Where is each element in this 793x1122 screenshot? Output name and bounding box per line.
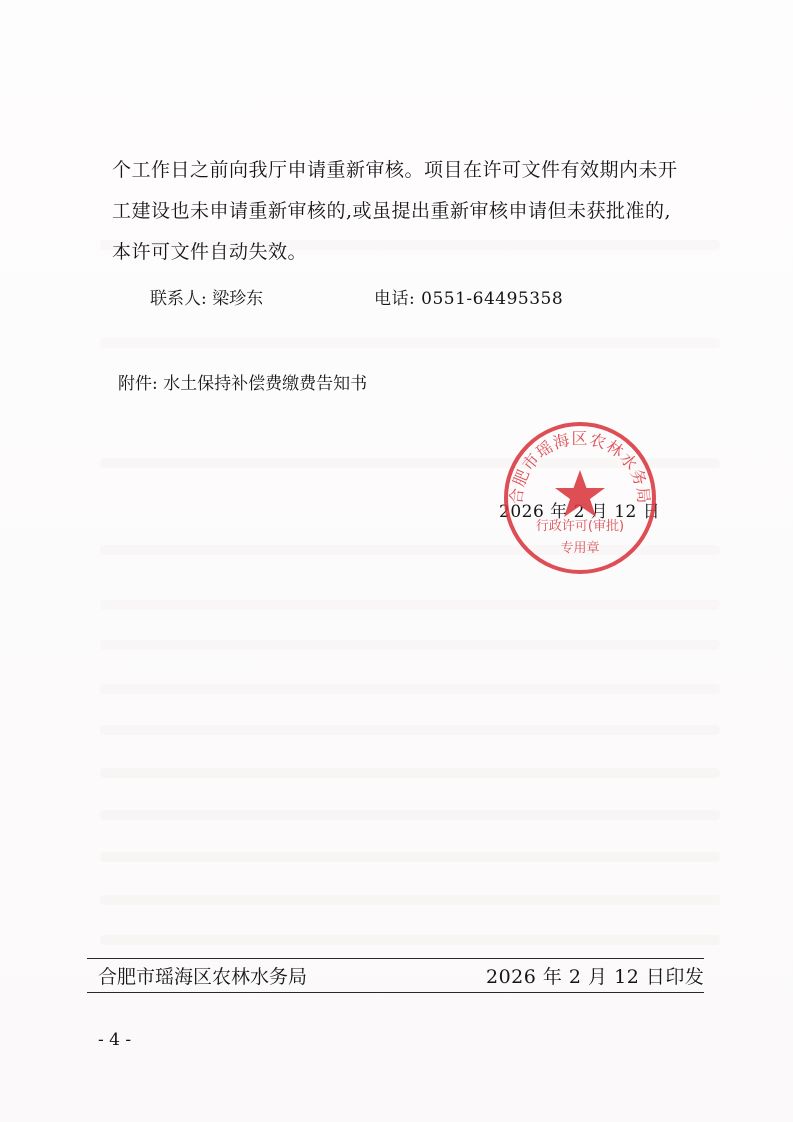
bleed-through-line (100, 640, 720, 650)
bleed-through-line (100, 768, 720, 778)
bleed-through-line (100, 935, 720, 945)
bleed-through-line (100, 725, 720, 735)
seal-line-2: 专用章 (560, 541, 600, 556)
footer-top-rule (87, 958, 704, 959)
contact-person: 联系人: 梁珍东 (150, 289, 264, 309)
signature-date: 2026 年 2 月 12 日 (499, 502, 661, 522)
footer-bottom-rule (87, 992, 704, 993)
bleed-through-line (100, 852, 720, 862)
bleed-through-line (100, 338, 720, 348)
contact-phone: 电话: 0551-64495358 (374, 289, 564, 309)
seal-line-1: 行政许可(审批) (535, 519, 625, 534)
issuing-agency: 合肥市瑶海区农林水务局 (98, 966, 308, 988)
bleed-through-line (100, 895, 720, 905)
seal-star-icon (555, 470, 605, 517)
body-line: 个工作日之前向我厅申请重新审核。项目在许可文件有效期内未开 (112, 159, 678, 181)
page-number: - 4 - (98, 1030, 132, 1050)
bleed-through-line (100, 600, 720, 610)
seal-org-name: 合肥市瑶海区农林水务局 (506, 429, 654, 506)
body-paragraph (112, 150, 712, 273)
bleed-through-line (100, 684, 720, 694)
attachment-note: 附件: 水土保持补偿费缴费告知书 (118, 374, 368, 394)
official-seal-stamp (500, 418, 660, 578)
print-date: 2026 年 2 月 12 日印发 (486, 966, 705, 988)
body-line: 本许可文件自动失效。 (112, 241, 308, 263)
bleed-through-line (100, 810, 720, 820)
body-line: 工建设也未申请重新审核的,或虽提出重新审核申请但未获批准的, (112, 200, 672, 222)
